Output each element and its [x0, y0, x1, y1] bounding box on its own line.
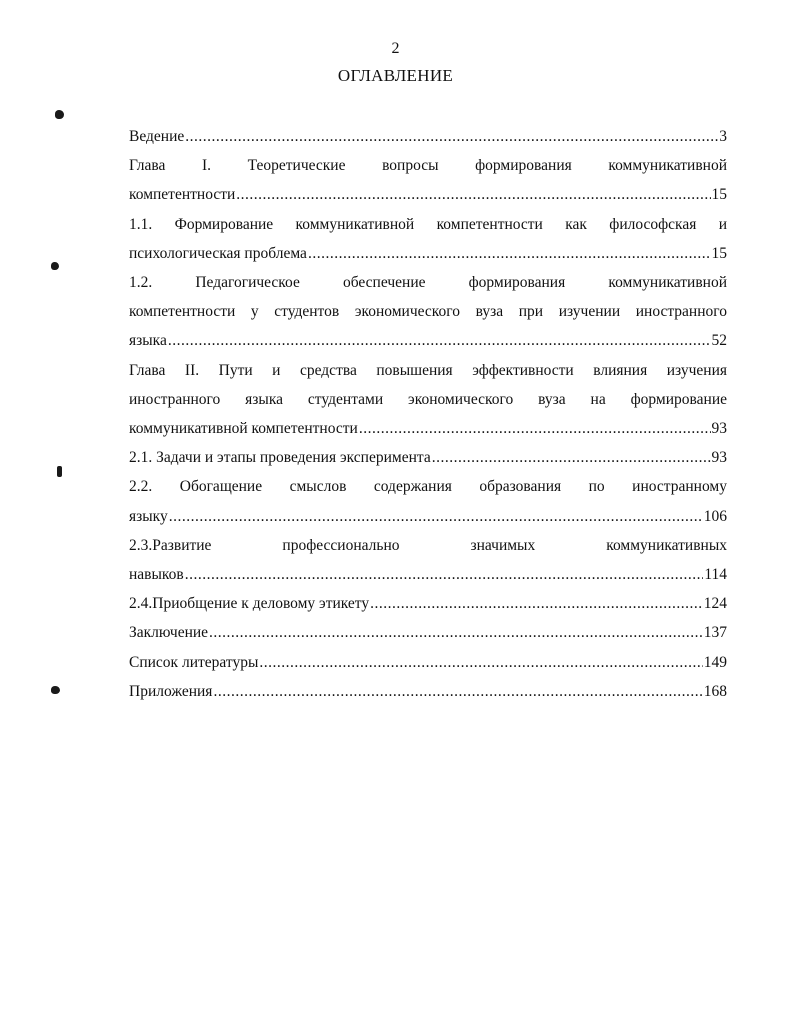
scan-speck — [55, 110, 64, 119]
toc-page-number: 106 — [703, 507, 727, 525]
toc-entry-leader-line — [129, 648, 727, 677]
toc-entry[interactable] — [129, 151, 727, 209]
toc-page-number: 3 — [719, 128, 727, 145]
toc-entry[interactable] — [129, 122, 727, 151]
toc-entry-leader-line — [129, 502, 727, 531]
toc-entry-title: коммуникативной компетентности — [129, 420, 358, 438]
toc-dot-leader — [169, 502, 703, 531]
toc-page-number: 93 — [711, 420, 727, 438]
toc-entry[interactable] — [129, 210, 727, 268]
toc-dot-leader — [185, 560, 704, 589]
toc-dot-leader — [359, 414, 711, 443]
toc-entry-leader-line — [129, 677, 727, 706]
toc-dot-leader — [236, 180, 710, 209]
toc-entry-leader-line — [129, 239, 727, 268]
scan-speck — [51, 686, 60, 694]
toc-page-number: 114 — [704, 566, 727, 584]
toc-entry-leader-line — [129, 122, 727, 151]
toc-entry-line: 2.3.Развитие профессионально значимых коммуникативных — [129, 536, 727, 554]
toc-entry[interactable] — [129, 648, 727, 677]
page-title: ОГЛАВЛЕНИЕ — [337, 66, 454, 85]
toc-entry-title: Список литературы — [129, 653, 259, 671]
toc-page-number: 168 — [703, 682, 727, 700]
toc-entry[interactable] — [129, 618, 727, 647]
toc-entry-line: 1.2. Педагогическое обеспечение формирования коммуникативной — [129, 274, 727, 292]
toc-dot-leader — [259, 648, 702, 677]
toc-entry[interactable] — [129, 677, 727, 706]
toc-entry[interactable] — [129, 443, 727, 472]
toc-entry-leader-line — [129, 618, 727, 647]
toc-entry-leader-line — [129, 560, 727, 589]
toc-page-number: 124 — [703, 595, 727, 613]
toc-entry-title: 2.4.Приобщение к деловому этикету — [129, 595, 370, 613]
toc-dot-leader — [213, 677, 702, 706]
toc-page-number: 93 — [711, 449, 727, 467]
toc-entry-title: Заключение — [129, 624, 209, 642]
toc-dot-leader — [209, 618, 703, 647]
toc-entry[interactable] — [129, 589, 727, 618]
toc-entry[interactable] — [129, 531, 727, 589]
toc-page-number: 15 — [711, 186, 727, 204]
scan-speck — [57, 466, 62, 477]
toc-entry-leader-line — [129, 414, 727, 443]
toc-dot-leader — [185, 122, 718, 151]
toc-entry-line: Глава I. Теоретические вопросы формирования коммуникативной — [129, 157, 727, 175]
toc-entry-title: психологическая проблема — [129, 244, 307, 262]
toc-entry-title: языку — [129, 507, 168, 525]
toc-entry-title: навыков — [129, 566, 184, 584]
toc-page-number: 52 — [711, 332, 727, 350]
toc-entry-title: Приложения — [129, 682, 213, 700]
toc-dot-leader — [308, 239, 711, 268]
toc-page-number: 137 — [703, 624, 727, 642]
toc-entry-line: Глава II. Пути и средства повышения эффективности влияния изучения — [129, 361, 727, 379]
toc-entry-title: 2.1. Задачи и этапы проведения эксперимента — [129, 449, 431, 467]
toc-entry-leader-line — [129, 326, 727, 355]
toc-entry[interactable] — [129, 356, 727, 444]
table-of-contents — [129, 122, 727, 706]
toc-entry[interactable] — [129, 268, 727, 356]
toc-entry-line: 1.1. Формирование коммуникативной компетентности как философская и — [129, 215, 727, 233]
toc-dot-leader — [168, 326, 711, 355]
toc-entry-leader-line — [129, 180, 727, 209]
page-number: 2 — [391, 40, 400, 57]
toc-entry-title: компетентности — [129, 186, 236, 204]
toc-entry[interactable] — [129, 472, 727, 530]
toc-entry-title: Ведение — [129, 128, 185, 145]
toc-entry-leader-line — [129, 443, 727, 472]
toc-page-number: 15 — [711, 244, 727, 262]
toc-page-number: 149 — [703, 653, 727, 671]
toc-entry-leader-line — [129, 589, 727, 618]
toc-entry-title: языка — [129, 332, 167, 350]
toc-entry-line: 2.2. Обогащение смыслов содержания образования по иностранному — [129, 478, 727, 496]
toc-entry-line: иностранного языка студентами экономического вуза на формирование — [129, 390, 727, 408]
toc-entry-line: компетентности у студентов экономического вуза при изучении иностранного — [129, 303, 727, 321]
scan-speck — [51, 262, 59, 270]
toc-dot-leader — [370, 589, 703, 618]
toc-dot-leader — [432, 443, 711, 472]
